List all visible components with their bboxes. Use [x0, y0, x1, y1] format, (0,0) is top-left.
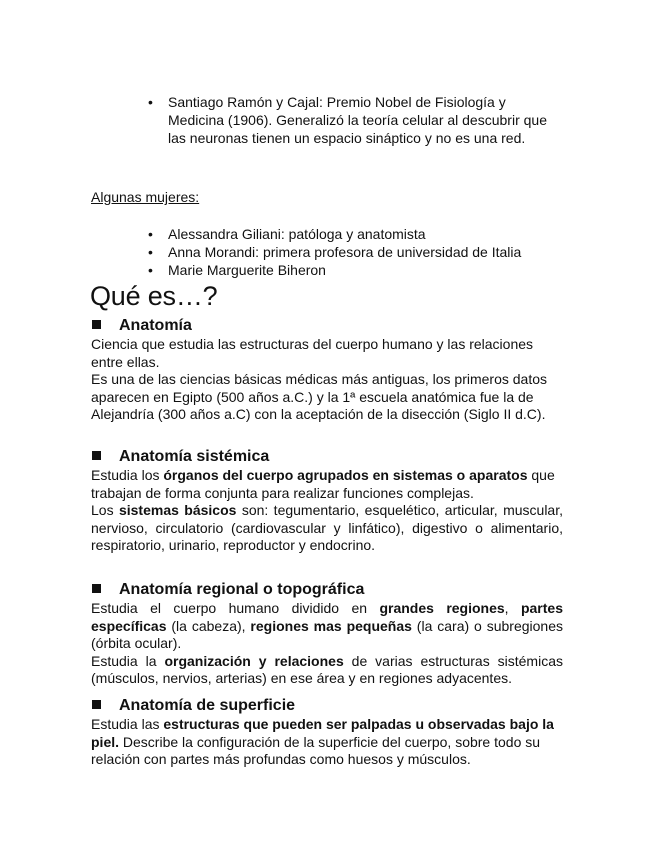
- list-item: • Marie Marguerite Biheron: [148, 261, 588, 279]
- women-heading: Algunas mujeres:: [91, 189, 200, 205]
- section-heading: Anatomía de superficie: [91, 696, 563, 716]
- square-bullet-icon: [92, 451, 101, 460]
- paragraph: Ciencia que estudia las estructuras del cuerpo humano y las relaciones entre ellas.: [91, 336, 534, 370]
- paragraph: Estudia los órganos del cuerpo agrupados en sistemas o aparatos que trabajan de forma conjunta para realizar funciones complejas.: [91, 467, 555, 501]
- paragraph: Es una de las ciencias básicas médicas más antiguas, los primeros datos aparecen en Egipto (500 años a.C.) y la 1ª escuela anatómica fue la de Alejandría (300 años a.C) con la aceptación de la disección (Siglo II d.C).: [91, 371, 547, 422]
- square-bullet-icon: [92, 320, 101, 329]
- bullet-list-top: [148, 93, 548, 147]
- paragraph: Estudia el cuerpo humano dividido en grandes regiones, partes específicas (la cabeza), regiones mas pequeñas (la cara) o subregiones (órbita ocular).: [91, 600, 563, 651]
- list-item: • Anna Morandi: primera profesora de universidad de Italia: [148, 243, 588, 261]
- page-title: Qué es…?: [90, 281, 218, 311]
- section-heading: Anatomía regional o topográfica: [91, 580, 563, 600]
- list-item: • Alessandra Giliani: patóloga y anatomista: [148, 225, 588, 243]
- section-heading: Anatomía sistémica: [91, 447, 563, 467]
- paragraph: Los sistemas básicos son: tegumentario, esquelético, articular, muscular, nervioso, circulatorio (cardiovascular y linfático), digestivo o alimentario, respiratorio, urinario, reproductor y endocrino.: [91, 502, 563, 553]
- section-heading: Anatomía: [91, 316, 563, 336]
- bullet-list-women: [148, 225, 588, 279]
- section-anatomia: [91, 316, 563, 424]
- list-item: • Santiago Ramón y Cajal: Premio Nobel de Fisiología y Medicina (1906). Generalizó la teoría celular al descubrir que las neuronas tienen un espacio sináptico y no es una red.: [148, 93, 548, 147]
- square-bullet-icon: [92, 584, 101, 593]
- square-bullet-icon: [92, 700, 101, 709]
- section-regional: [91, 580, 563, 688]
- section-superficie: [91, 696, 563, 769]
- section-sistemica: [91, 447, 563, 555]
- paragraph: Estudia la organización y relaciones de varias estructuras sistémicas (músculos, nervios, arterias) en ese área y en regiones adyacentes.: [91, 652, 563, 686]
- paragraph: Estudia las estructuras que pueden ser palpadas u observadas bajo la piel. Describe la configuración de la superficie del cuerpo, sobre todo su relación con partes más profundas como huesos y músculos.: [91, 716, 554, 767]
